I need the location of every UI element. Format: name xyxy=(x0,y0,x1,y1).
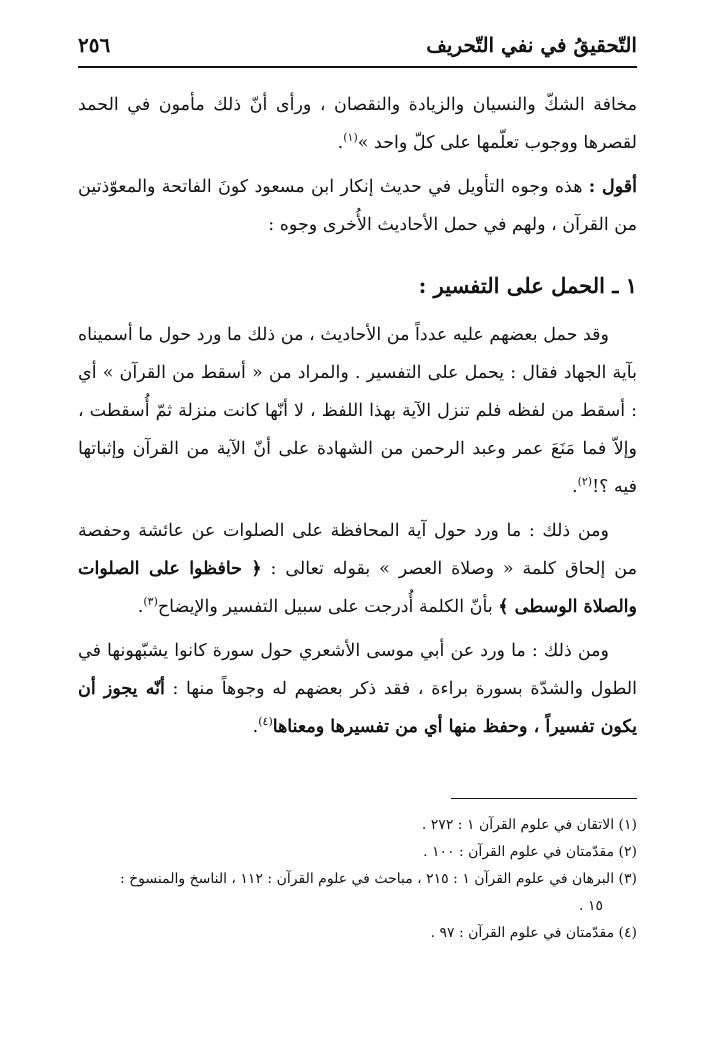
page-number: ٢٥٦ xyxy=(78,33,111,57)
paragraph-1: مخافة الشكّ والنسيان والزيادة والنقصان ، ورأى أنّ ذلك مأمون في الحمد لقصرها ووجوب تعلّمها على كلّ واحد »$^{(١)}$. xyxy=(78,95,637,153)
footnote-3: (٣) البرهان في علوم القرآن ١ : ٢١٥ ، مباحث في علوم القرآن : ١١٢ ، الناسخ والمنسوخ : xyxy=(119,871,637,887)
quran-verse: ﴿ حافظوا على الصلوات والصلاة الوسطى ﴾ xyxy=(78,559,637,617)
main-text xyxy=(78,86,637,752)
section-heading-1: ١ ـ الحمل على التفسير : xyxy=(418,273,637,298)
footnote-2: (٢) مقدّمتان في علوم القرآن : ١٠٠ . xyxy=(423,844,637,860)
paragraph-5: ومن ذلك : ما ورد عن أبي موسى الأشعري حول سورة كانوا يشبّهونها في الطول والشدّة بسورة براءة ، فقد ذكر بعضهم له وجوهاً منها : أنّه يجوز أن يكون تفسيراً ، وحفظ منها أي من تفسيرها ومعناها$^{(٤)}$. xyxy=(78,641,637,737)
bold-phrase: أنّه يجوز أن يكون تفسيراً ، وحفظ منها أي من تفسيرها ومعناها xyxy=(78,679,637,737)
header-rule xyxy=(78,66,637,68)
footnote-ref-2: (٢) xyxy=(577,475,593,489)
footnote-ref-1: (١) xyxy=(343,131,358,145)
footnotes xyxy=(78,812,637,947)
footnote-separator xyxy=(451,798,637,799)
paragraph-2: أقول : هذه وجوه التأويل في حديث إنكار ابن مسعود كونَ الفاتحة والمعوّذتين من القرآن ، ولهم في حمل الأحاديث الأُخرى وجوه : xyxy=(78,177,637,235)
footnote-4: (٤) مقدّمتان في علوم القرآن : ٩٧ . xyxy=(430,925,637,941)
page-header xyxy=(78,30,637,60)
footnote-ref-3: (٣) xyxy=(143,595,158,609)
footnote-3-continued: ١٥ . xyxy=(579,898,603,914)
running-title: التّحقيقُ في نفي التّحريف xyxy=(426,33,637,57)
footnote-1: (١) الاتقان في علوم القرآن ١ : ٢٧٢ . xyxy=(421,817,637,833)
paragraph-3: وقد حمل بعضهم عليه عدداً من الأحاديث ، من ذلك ما ورد حول ما أسميناه بآية الجهاد فقال : يحمل على التفسير . والمراد من « أسقط من القرآن » أي : أسقط من لفظه فلم تنزل الآية بهذا اللفظ ، لا أنّها كانت منزلة ثمّ أُسقطت ، وإلاّ فما مَنَعَ عمر وعبد الرحمن من الشهادة على أنّ الآية من القرآن وإثباتها فيه ؟!$^{(٢)}$. xyxy=(78,325,637,497)
aqulu-lead: أقول : xyxy=(588,177,637,197)
paragraph-4: ومن ذلك : ما ورد حول آية المحافظة على الصلوات عن عائشة وحفصة من إلحاق كلمة « وصلاة العصر » بقوله تعالى : ﴿ حافظوا على الصلوات والصلاة الوسطى ﴾ بأنّ الكلمة أُدرجت على سبيل التفسير والإيضاح$^{(٣)}$. xyxy=(78,521,638,617)
footnote-ref-4: (٤) xyxy=(258,715,273,729)
